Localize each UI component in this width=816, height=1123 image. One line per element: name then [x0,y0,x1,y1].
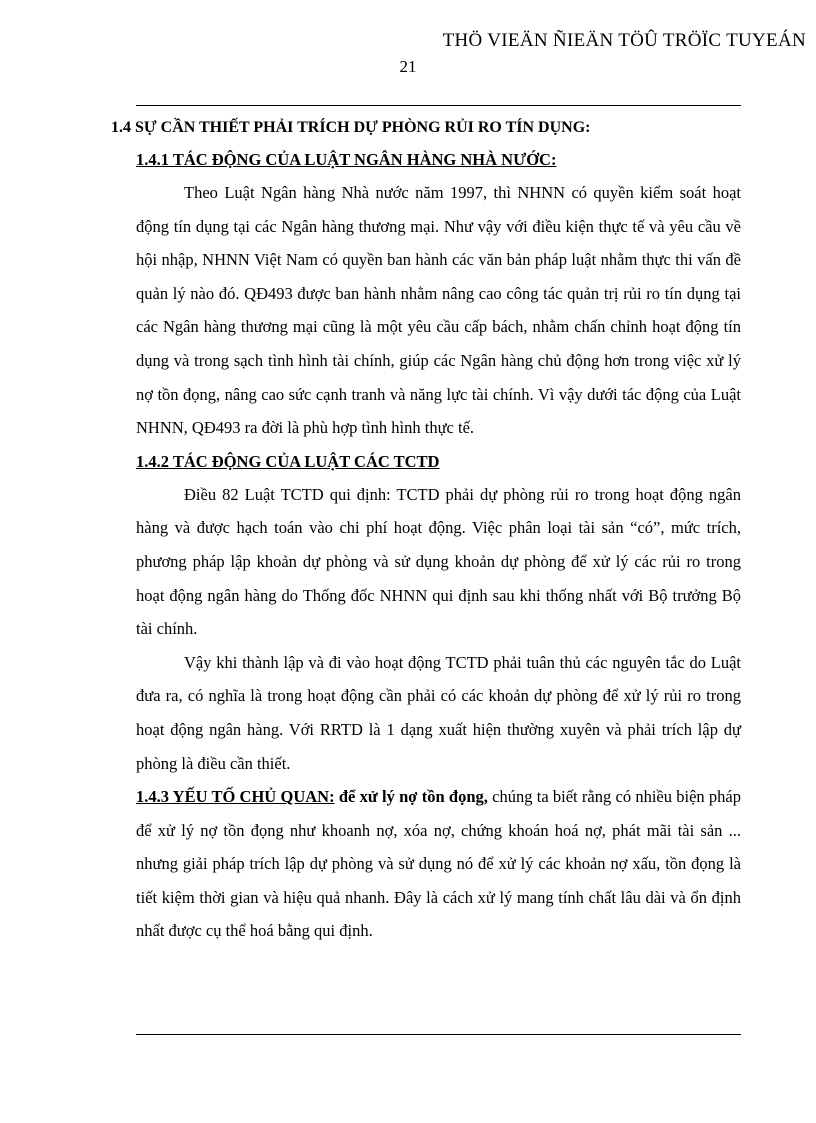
paragraph-1-4-1: Theo Luật Ngân hàng Nhà nước năm 1997, thì NHNN có quyền kiểm soát hoạt động tín dụng tại các Ngân hàng thương mại. Như vậy với điều kiện thực tế và yêu cầu về hội nhập, NHNN Việt Nam có quyền ban hành các văn bản pháp luật nhằm thực thi vấn đề quản lý nào đó. QĐ493 được ban hành nhằm nâng cao công tác quản trị rủi ro tín dụng tại các Ngân hàng thương mại cũng là một yêu cầu cấp bách, nhằm chấn chỉnh hoạt động tín dụng và trong sạch tình hình tài chính, giúp các Ngân hàng chủ động hơn trong việc xử lý nợ tồn đọng, nâng cao sức cạnh tranh và năng lực tài chính. Vì vậy dưới tác động của Luật NHNN, QĐ493 ra đời là phù hợp tình hình thực tế. [136,183,741,438]
subsection-heading-1-4-3: 1.4.3 YẾU TỐ CHỦ QUAN: [136,787,335,807]
subsection-lead-bold: để xử lý nợ tồn đọng, [338,787,488,807]
bottom-divider [136,1034,741,1035]
subsection-heading-1-4-2: 1.4.2 TÁC ĐỘNG CỦA LUẬT CÁC TCTD [136,451,440,471]
subsection-heading-1-4-1: 1.4.1 TÁC ĐỘNG CỦA LUẬT NGÂN HÀNG NHÀ NƯỚC: [136,150,557,169]
paragraph-1-4-3 [136,780,741,948]
page-body [111,113,741,948]
paragraph-1-4-2-b: Vậy khi thành lập và đi vào hoạt động TCTD phải tuân thủ các nguyên tắc do Luật đưa ra, có nghĩa là trong hoạt động cần phải có các khoản dự phòng để xử lý rủi ro trong hoạt động ngân hàng. Với RRTD là 1 dạng xuất hiện thường xuyên và phải trích lập dự phòng là điều cần thiết. [136,652,741,773]
paragraph-1-4-2-a: Điều 82 Luật TCTD qui định: TCTD phải dự phòng rủi ro trong hoạt động ngân hàng và được hạch toán vào chi phí hoạt động. Việc phân loại tài sản “có”, mức trích, phương pháp lập khoản dự phòng và sử dụng khoản dự phòng để xử lý các rủi ro trong hoạt động ngân hàng do Thống đốc NHNN qui định sau khi thống nhất với Bộ trưởng Bộ tài chính. [136,484,741,639]
paragraph-1-4-3-text: chúng ta biết rằng có nhiều biện pháp để xử lý nợ tồn đọng như khoanh nợ, xóa nợ, chứng khoán hoá nợ, phát mãi tài sản ... nhưng giải pháp trích lập dự phòng và sử dụng nó để xử lý các khoản nợ xấu, tồn đọng là tiết kiệm thời gian và hiệu quả nhanh. Đây là cách xử lý mang tính chất lâu dài và ổn định nhất được cụ thể hoá bằng qui định. [136,787,741,941]
section-title: 1.4 SỰ CẦN THIẾT PHẢI TRÍCH DỰ PHÒNG RỦI RO TÍN DỤNG: [111,119,591,136]
header-banner: THÖ VIEÄN ÑIEÄN TÖÛ TRÖÏC TUYEÁN [442,30,806,51]
top-divider [136,105,741,106]
page-number: 21 [399,57,417,76]
